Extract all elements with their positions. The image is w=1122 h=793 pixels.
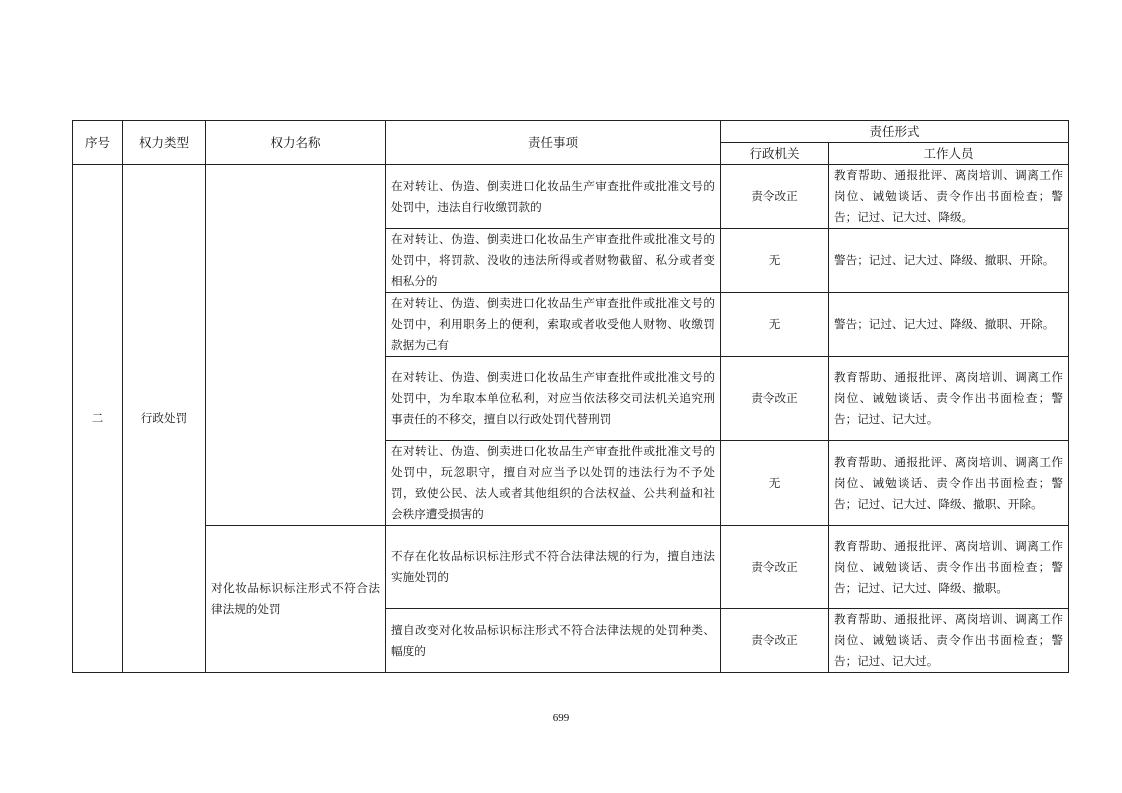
cell-power-name-empty <box>206 165 386 526</box>
cell-agency: 无 <box>721 229 829 293</box>
cell-power-name: 对化妆品标识标注形式不符合法律法规的处罚 <box>206 526 386 673</box>
cell-agency: 责令改正 <box>721 609 829 673</box>
page-number: 699 <box>552 712 570 724</box>
cell-matter: 在对转让、伪造、倒卖进口化妆品生产审查批件或批准文号的处罚中，为牟取本单位私利，对应当依法移交司法机关追究刑事责任的不移交，擅自以行政处罚代替刑罚 <box>386 357 721 441</box>
cell-staff: 警告；记过、记大过、降级、撤职、开除。 <box>829 229 1069 293</box>
cell-matter: 擅自改变对化妆品标识标注形式不符合法律法规的处罚种类、幅度的 <box>386 609 721 673</box>
cell-agency: 责令改正 <box>721 165 829 229</box>
cell-agency: 责令改正 <box>721 526 829 609</box>
header-power-type: 权力类型 <box>123 121 206 165</box>
cell-matter: 在对转让、伪造、倒卖进口化妆品生产审查批件或批准文号的处罚中，玩忽职守，擅自对应当予以处罚的违法行为不予处罚，致使公民、法人或者其他组织的合法权益、公共利益和社会秩序遭受损害的 <box>386 441 721 526</box>
cell-seq: 二 <box>73 165 123 673</box>
cell-agency: 无 <box>721 293 829 357</box>
table-row <box>73 165 1069 229</box>
cell-agency: 无 <box>721 441 829 526</box>
cell-staff: 教育帮助、通报批评、离岗培训、调离工作岗位、诫勉谈话、责令作出书面检查；警告；记过、记大过。 <box>829 357 1069 441</box>
cell-matter: 在对转让、伪造、倒卖进口化妆品生产审查批件或批准文号的处罚中，违法自行收缴罚款的 <box>386 165 721 229</box>
cell-matter: 在对转让、伪造、倒卖进口化妆品生产审查批件或批准文号的处罚中，利用职务上的便利，索取或者收受他人财物、收缴罚款据为己有 <box>386 293 721 357</box>
cell-staff: 警告；记过、记大过、降级、撤职、开除。 <box>829 293 1069 357</box>
cell-matter: 不存在化妆品标识标注形式不符合法律法规的行为，擅自违法实施处罚的 <box>386 526 721 609</box>
cell-staff: 教育帮助、通报批评、离岗培训、调离工作岗位、诫勉谈话、责令作出书面检查；警告；记过、记大过、降级、撤职。 <box>829 526 1069 609</box>
header-power-name: 权力名称 <box>206 121 386 165</box>
cell-power-type: 行政处罚 <box>123 165 206 673</box>
header-forms: 责任形式 <box>721 121 1069 143</box>
cell-staff: 教育帮助、通报批评、离岗培训、调离工作岗位、诫勉谈话、责令作出书面检查；警告；记过、记大过、降级。 <box>829 165 1069 229</box>
cell-agency: 责令改正 <box>721 357 829 441</box>
cell-staff: 教育帮助、通报批评、离岗培训、调离工作岗位、诫勉谈话、责令作出书面检查；警告；记过、记大过、降级、撤职、开除。 <box>829 441 1069 526</box>
responsibility-table <box>72 120 1069 673</box>
cell-matter: 在对转让、伪造、倒卖进口化妆品生产审查批件或批准文号的处罚中，将罚款、没收的违法所得或者财物截留、私分或者变相私分的 <box>386 229 721 293</box>
header-staff: 工作人员 <box>829 143 1069 165</box>
header-seq: 序号 <box>73 121 123 165</box>
table-row <box>73 526 1069 609</box>
cell-staff: 教育帮助、通报批评、离岗培训、调离工作岗位、诫勉谈话、责令作出书面检查；警告；记过、记大过。 <box>829 609 1069 673</box>
header-agency: 行政机关 <box>721 143 829 165</box>
header-matters: 责任事项 <box>386 121 721 165</box>
